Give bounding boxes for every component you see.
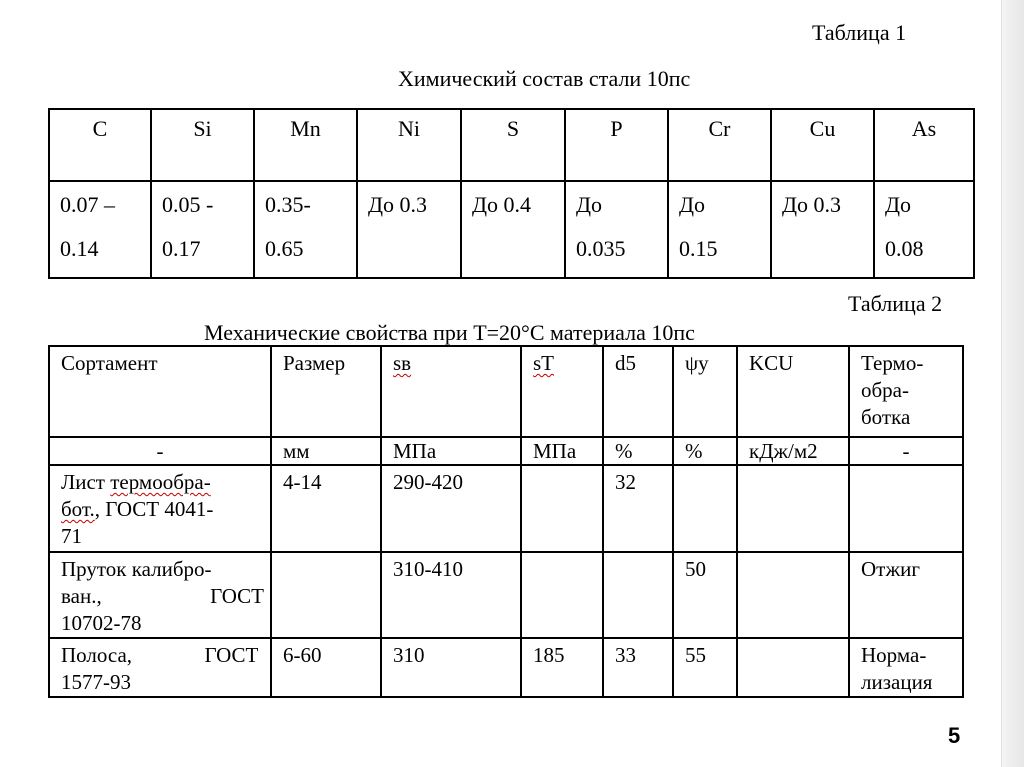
- cell-line: Пруток калибро-: [61, 557, 212, 581]
- value-cell: [357, 181, 461, 278]
- value-line: До: [679, 192, 706, 217]
- table2-title: Механические свойства при Т=20°С материала 10пс: [204, 320, 695, 345]
- header-cell: Mn: [254, 109, 357, 181]
- value-cell: [771, 181, 874, 278]
- d5-cell: [603, 552, 673, 638]
- cell-line: Полоса, ГОСТ: [61, 643, 259, 667]
- d5-cell: 32: [603, 465, 673, 552]
- value-line: 0.17: [162, 236, 201, 261]
- header-cell: Размер: [271, 346, 381, 437]
- value-line: До 0.3: [782, 192, 842, 217]
- cell-line: [61, 583, 264, 610]
- header-cell: d5: [603, 346, 673, 437]
- d5-cell: 33: [603, 638, 673, 697]
- table-row: [49, 346, 963, 437]
- cell-line: Отжиг: [861, 557, 920, 581]
- unit-cell: %: [603, 437, 673, 465]
- slide-edge-decoration: [1001, 0, 1024, 767]
- value-line: До 0.4: [472, 192, 532, 217]
- table-row: [49, 437, 963, 465]
- treatment-cell: [849, 465, 963, 552]
- header-cell: Cr: [668, 109, 771, 181]
- st-cell: [521, 465, 603, 552]
- unit-cell: МПа: [521, 437, 603, 465]
- value-cell: [461, 181, 565, 278]
- st-cell: 185: [521, 638, 603, 697]
- value-cell: [874, 181, 974, 278]
- sortament-cell: [49, 552, 271, 638]
- mechanical-properties-table: [48, 345, 964, 698]
- header-cell: [381, 346, 521, 437]
- header-cell: P: [565, 109, 668, 181]
- sortament-cell: [49, 638, 271, 697]
- kcu-cell: [737, 638, 849, 697]
- cell-line: Лист термообра-: [61, 470, 211, 494]
- header-text: sT: [533, 351, 554, 375]
- table1-title: Химический состав стали 10пс: [398, 66, 691, 91]
- value-line: До: [576, 192, 603, 217]
- value-line: До: [885, 192, 912, 217]
- header-line: Термо-: [861, 351, 924, 375]
- header-cell: Si: [151, 109, 254, 181]
- table-row: [49, 109, 974, 181]
- psi-cell: 50: [673, 552, 737, 638]
- chemical-composition-table: [48, 108, 975, 279]
- header-cell: As: [874, 109, 974, 181]
- table-row: [49, 552, 963, 638]
- page-number: 5: [948, 723, 961, 748]
- header-line: ботка: [861, 405, 911, 429]
- value-line: 0.07 –: [60, 192, 115, 217]
- psi-cell: 55: [673, 638, 737, 697]
- value-line: 0.15: [679, 236, 718, 261]
- header-line: обра-: [861, 378, 909, 402]
- spellcheck-word: бот.: [61, 497, 95, 521]
- cell-word: ГОСТ: [210, 584, 264, 608]
- header-text: sв: [393, 351, 412, 375]
- header-cell: [521, 346, 603, 437]
- st-cell: [521, 552, 603, 638]
- unit-cell: кДж/м2: [737, 437, 849, 465]
- spellcheck-word: термообра-: [110, 470, 211, 494]
- cell-line: 10702-78: [61, 611, 142, 635]
- value-line: 0.05 -: [162, 192, 214, 217]
- header-cell: Сортамент: [49, 346, 271, 437]
- table2-label: Таблица 2: [848, 291, 943, 316]
- header-cell: Cu: [771, 109, 874, 181]
- value-line: 0.35-: [265, 192, 311, 217]
- value-cell: [151, 181, 254, 278]
- kcu-cell: [737, 465, 849, 552]
- cell-line: лизация: [861, 670, 933, 694]
- psi-cell: [673, 465, 737, 552]
- cell-line: 1577-93: [61, 670, 131, 694]
- unit-cell: мм: [271, 437, 381, 465]
- sv-cell: 310-410: [381, 552, 521, 638]
- header-cell: KCU: [737, 346, 849, 437]
- unit-cell: МПа: [381, 437, 521, 465]
- sortament-cell: [49, 465, 271, 552]
- cell-line: бот., ГОСТ 4041-: [61, 497, 214, 521]
- value-line: 0.035: [576, 236, 626, 261]
- sv-cell: 290-420: [381, 465, 521, 552]
- table1-label: Таблица 1: [812, 20, 907, 45]
- table-row: [49, 465, 963, 552]
- value-line: 0.14: [60, 236, 99, 261]
- value-cell: [254, 181, 357, 278]
- table-row: [49, 181, 974, 278]
- cell-line: Норма-: [861, 643, 927, 667]
- size-cell: 6-60: [271, 638, 381, 697]
- value-line: 0.08: [885, 236, 924, 261]
- sv-cell: 310: [381, 638, 521, 697]
- header-cell: C: [49, 109, 151, 181]
- unit-cell: %: [673, 437, 737, 465]
- header-cell: S: [461, 109, 565, 181]
- cell-word: ван.,: [61, 584, 102, 608]
- size-cell: 4-14: [271, 465, 381, 552]
- header-cell: Ni: [357, 109, 461, 181]
- value-line: 0.65: [265, 236, 304, 261]
- header-cell: [849, 346, 963, 437]
- unit-cell: -: [849, 437, 963, 465]
- treatment-cell: [849, 552, 963, 638]
- table-row: [49, 638, 963, 697]
- value-cell: [565, 181, 668, 278]
- value-cell: [49, 181, 151, 278]
- cell-line: 71: [61, 524, 82, 548]
- value-line: До 0.3: [368, 192, 428, 217]
- header-cell: ψу: [673, 346, 737, 437]
- value-cell: [668, 181, 771, 278]
- kcu-cell: [737, 552, 849, 638]
- treatment-cell: [849, 638, 963, 697]
- size-cell: [271, 552, 381, 638]
- unit-cell: -: [49, 437, 271, 465]
